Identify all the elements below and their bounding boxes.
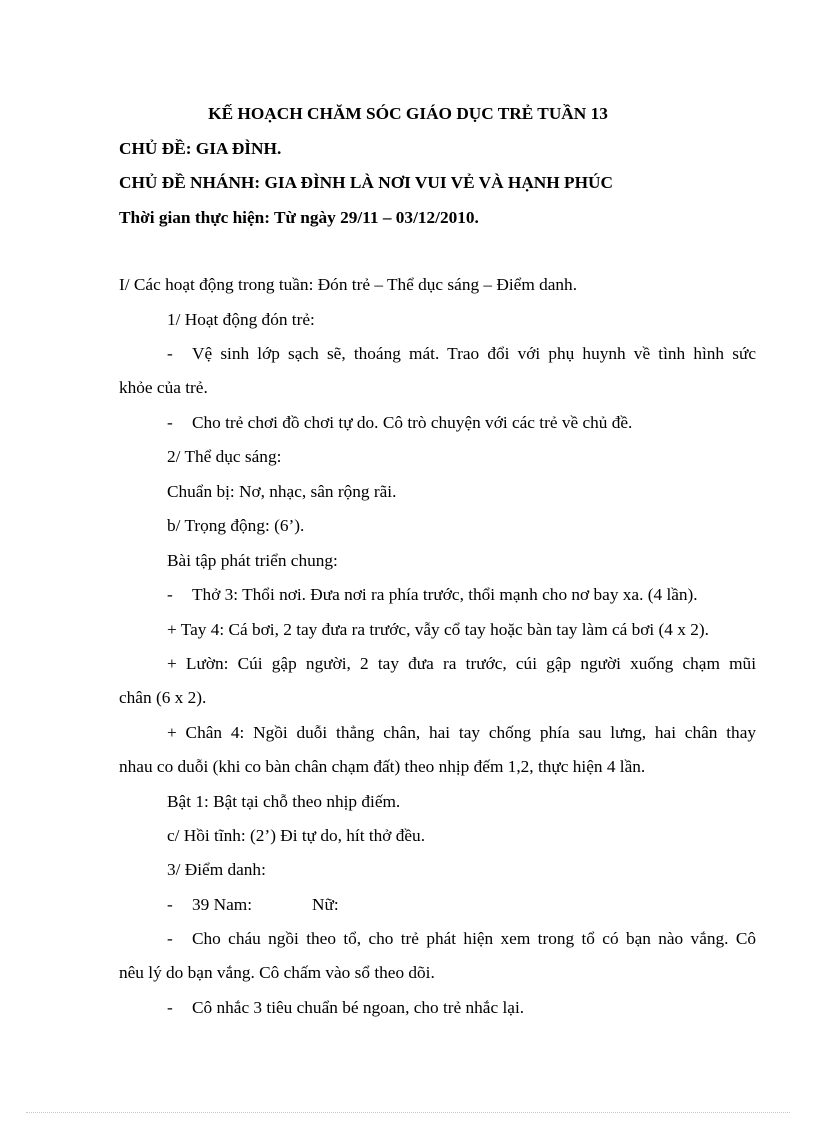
arm-exercise: + Tay 4: Cá bơi, 2 tay đưa ra trước, vẫy cổ tay hoặc bàn tay làm cá bơi (4 x 2). xyxy=(167,620,709,639)
section-1-heading: I/ Các hoạt động trong tuần: Đón trẻ – Thể dục sáng – Điểm danh. xyxy=(119,275,578,294)
topic-heading: CHỦ ĐỀ: GIA ĐÌNH. xyxy=(119,139,282,158)
subsection-2-heading: 2/ Thể dục sáng: xyxy=(167,447,282,466)
waist-exercise-continuation: chân (6 x 2). xyxy=(119,688,207,707)
bullet-dash: - xyxy=(167,895,173,914)
page-bottom-divider xyxy=(26,1112,790,1113)
bullet-dash: - xyxy=(167,998,173,1017)
bullet-dash: - xyxy=(167,929,173,948)
list-item: Cho trẻ chơi đồ chơi tự do. Cô trò chuyện với các trẻ về chủ đề. xyxy=(192,413,633,432)
jump-exercise: Bật 1: Bật tại chỗ theo nhịp điếm. xyxy=(167,792,401,811)
bullet-dash: - xyxy=(167,585,173,604)
bullet-dash: - xyxy=(167,413,173,432)
bullet-dash: - xyxy=(167,344,173,363)
main-exercise-text: b/ Trọng động: (6’). xyxy=(167,516,305,535)
waist-exercise: + Lườn: Cúi gập người, 2 tay đưa ra trước, cúi gập người xuống chạm mũi xyxy=(167,654,756,673)
attendance-male: 39 Nam: xyxy=(192,895,252,914)
cooldown-text: c/ Hồi tĩnh: (2’) Đi tự do, hít thở đều. xyxy=(167,826,426,845)
document-title: KẾ HOẠCH CHĂM SÓC GIÁO DỤC TRẺ TUẦN 13 xyxy=(208,104,608,123)
roll-call-text: Cho cháu ngồi theo tổ, cho trẻ phát hiện xem trong tổ có bạn nào vắng. Cô xyxy=(192,929,756,948)
list-item: Vệ sinh lớp sạch sẽ, thoáng mát. Trao đổi với phụ huynh về tình hình sức xyxy=(192,344,756,363)
leg-exercise-continuation: nhau co duỗi (khi co bàn chân chạm đất) theo nhịp đếm 1,2, thực hiện 4 lần. xyxy=(119,757,646,776)
subsection-3-heading: 3/ Điểm danh: xyxy=(167,860,266,879)
time-period: Thời gian thực hiện: Từ ngày 29/11 – 03/12/2010. xyxy=(119,208,479,227)
subsection-1-heading: 1/ Hoạt động đón trẻ: xyxy=(167,310,315,329)
leg-exercise: + Chân 4: Ngồi duỗi thẳng chân, hai tay chống phía sau lưng, hai chân thay xyxy=(167,723,756,742)
subtopic-heading: CHỦ ĐỀ NHÁNH: GIA ĐÌNH LÀ NƠI VUI VẺ VÀ HẠNH PHÚC xyxy=(119,173,613,192)
list-item-continuation: khỏe của trẻ. xyxy=(119,378,208,397)
reminder-text: Cô nhắc 3 tiêu chuẩn bé ngoan, cho trẻ nhắc lại. xyxy=(192,998,525,1017)
roll-call-continuation: nêu lý do bạn vắng. Cô chấm vào sổ theo dõi. xyxy=(119,963,435,982)
preparation-text: Chuẩn bị: Nơ, nhạc, sân rộng rãi. xyxy=(167,482,397,501)
breathing-exercise: Thở 3: Thổi nơi. Đưa nơi ra phía trước, thổi mạnh cho nơ bay xa. (4 lần). xyxy=(192,585,698,604)
general-exercise-heading: Bài tập phát triển chung: xyxy=(167,551,338,570)
attendance-female: Nữ: xyxy=(312,895,339,914)
